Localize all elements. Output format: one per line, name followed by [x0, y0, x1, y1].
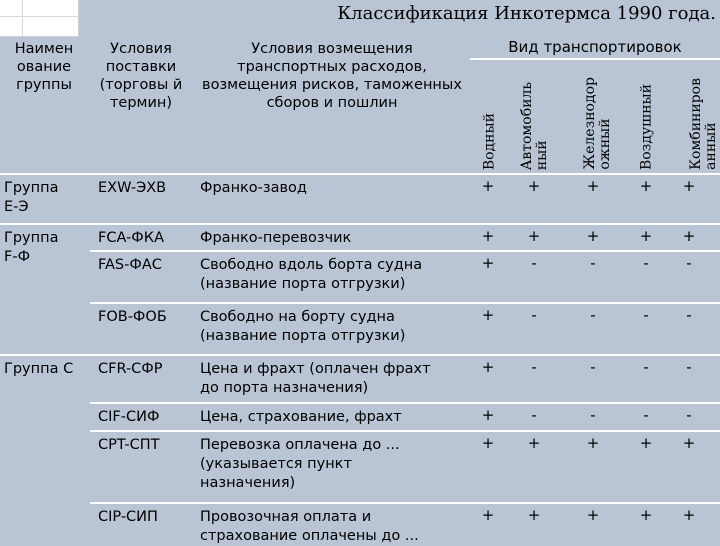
row-term: CIF-СИФ — [98, 409, 160, 425]
transport-mark: + — [481, 434, 495, 452]
header-mode-rail: Железнодор ожный — [582, 77, 613, 170]
transport-mark: + — [682, 177, 696, 195]
row-condition: Цена и фрахт (оплачен фрахт до порта назначения) — [200, 361, 431, 396]
transport-mark: + — [481, 254, 495, 272]
transport-mark: - — [590, 406, 596, 424]
header-transport: Вид транспортировок — [508, 38, 682, 56]
transport-mark: - — [531, 358, 537, 376]
row-term: EXW-ЭХВ — [98, 180, 167, 196]
transport-mark: + — [527, 177, 541, 195]
row-group: Группа С — [4, 361, 74, 377]
row-condition: Провозочная оплата и страхование оплачены до ... — [200, 509, 419, 544]
row-term: CFR-СФР — [98, 361, 163, 377]
transport-mark: + — [639, 434, 653, 452]
transport-mark: + — [639, 227, 653, 245]
transport-mark: + — [527, 434, 541, 452]
header-separator — [0, 173, 720, 175]
header-mode-combined: Комбиниров анный — [688, 78, 719, 170]
transport-mark: - — [643, 358, 649, 376]
row-condition: Франко-перевозчик — [200, 230, 352, 246]
transport-mark: + — [586, 434, 600, 452]
transport-mark: + — [481, 306, 495, 324]
transport-mark: + — [527, 506, 541, 524]
transport-mark: + — [481, 227, 495, 245]
row-separator — [90, 302, 720, 304]
row-term: CPT-СПТ — [98, 437, 160, 453]
transport-mark: - — [686, 306, 692, 324]
transport-mark: + — [481, 358, 495, 376]
row-condition: Перевозка оплачена до ... (указывается пункт назначения) — [200, 437, 400, 491]
transport-mark: - — [686, 406, 692, 424]
header-conditions: Условия возмещения транспортных расходов, возмещения рисков, таможенных сборов и пошлин — [202, 41, 462, 111]
row-separator — [0, 354, 720, 356]
row-term: CIP-СИП — [98, 509, 158, 525]
row-term: FAS-ФАС — [98, 257, 162, 273]
row-separator — [90, 502, 720, 504]
transport-mark: + — [682, 506, 696, 524]
row-group: Группа Е-Э — [4, 180, 59, 215]
row-condition: Цена, страхование, фрахт — [200, 409, 402, 425]
header-mode-road: Автомобиль ный — [519, 81, 550, 170]
transport-header-separator — [470, 58, 720, 60]
transport-mark: - — [686, 254, 692, 272]
row-separator — [0, 223, 720, 225]
transport-mark: - — [686, 358, 692, 376]
header-mode-air: Воздушный — [638, 83, 655, 170]
row-term: FCA-ФКА — [98, 230, 164, 246]
transport-mark: + — [481, 177, 495, 195]
row-separator — [90, 402, 720, 404]
transport-mark: - — [643, 306, 649, 324]
transport-mark: - — [590, 254, 596, 272]
transport-mark: + — [527, 227, 541, 245]
header-mode-water: Водный — [481, 112, 498, 170]
transport-mark: - — [531, 254, 537, 272]
page-title: Классификация Инкотермса 1990 года. — [337, 3, 716, 24]
transport-mark: - — [590, 358, 596, 376]
transport-mark: + — [682, 227, 696, 245]
transport-mark: + — [481, 506, 495, 524]
row-group: Группа F-Ф — [4, 230, 59, 265]
transport-mark: - — [531, 406, 537, 424]
transport-mark: + — [586, 177, 600, 195]
transport-mark: - — [590, 306, 596, 324]
decorative-corner — [0, 0, 79, 37]
transport-mark: - — [531, 306, 537, 324]
row-separator — [90, 250, 720, 252]
transport-mark: + — [481, 406, 495, 424]
transport-mark: + — [586, 506, 600, 524]
row-condition: Франко-завод — [200, 180, 307, 196]
transport-mark: + — [639, 177, 653, 195]
row-separator — [90, 430, 720, 432]
transport-mark: - — [643, 406, 649, 424]
row-term: FOB-ФОБ — [98, 309, 167, 325]
transport-mark: - — [643, 254, 649, 272]
header-terms: Условия поставки (торговы й термин) — [99, 41, 183, 111]
transport-mark: + — [682, 434, 696, 452]
header-group: Наимен ование группы — [14, 41, 74, 93]
transport-mark: + — [639, 506, 653, 524]
row-condition: Свободно на борту судна (название порта отгрузки) — [200, 309, 406, 344]
row-condition: Свободно вдоль борта судна (название порта отгрузки) — [200, 257, 423, 292]
transport-mark: + — [586, 227, 600, 245]
